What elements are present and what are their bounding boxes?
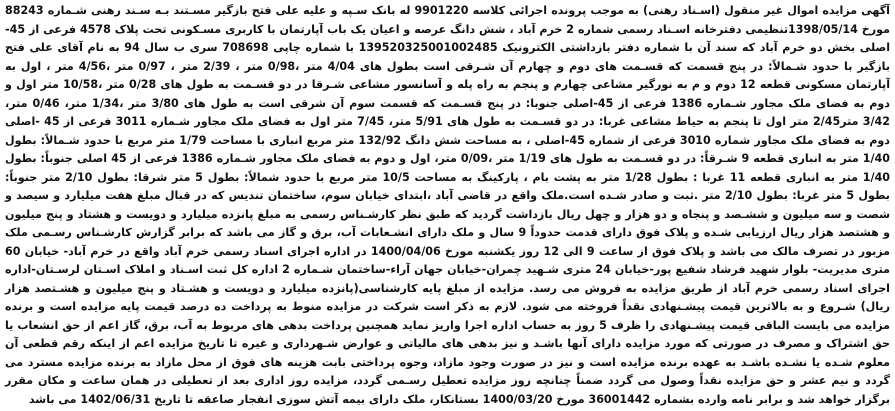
auction-notice-text: آگهی مزایده اموال غیر منقول (اسـناد رهنی) به موجب پرونده اجرائی کلاسه 9901220 له بانک سـپه و علیه علی فتح بازگیر مسـتند بـه سـند رهنی شـماره 88243 مورخ 1398/05/14تنظیمی دفترخانه اسـناد رسمی شماره 2 خرم آباد ، شش دانگ عرصه و اعیان یک باب آپارتمان با کاربری مسـکونی تحت پلاک 4578 فرعی از 45-اصلی بخش دو خرم آباد که سند آن با شماره دفتر بازداشتی الکترونیک 139520325001002485 با شماره چاپی 708698 سری ب سال 94 به نام آقای علی فتح بازگیر با حدود شـمالاً: در پنج قسمت که قسـمت های دوم و چهارم آن شـرقی است بطول های 4/04 متر ،0/98 متر ، 2/39 متر ، 0/97 متر ،4/56 متر ، اول به آپارتمان مسکونی قطعه 12 دوم و م به نورگیر مشاعی چهارم و پنجم به راه پله و آسانسور مشاعی شـرقا در دو قسـمت به طول های 0/28 متر ،10/58 متر اول و دوم به فضای ملک مجاور شـماره 1386 فرعی از 45-اصلی جنوبا: در پنج قسـمت که قسمت سوم آن شرقی است به طول های 3/80 متر ،1/34 متر، 0/46 متر، 3/42 متر2/45 متر اول تا پنجم به حیاط مشاعی غربا: در دو قسـمت به طول های 5/91 متر، 7/45 متر اول به فضای ملک مجاور شـماره 3011 فرعی از 45 -اصلی دوم به فضای ملک مجاور شماره 3010 فرعی از شماره 45-اصلی ، به مساحت شش دانگ 132/92 متر مربع انباری با مساحت 1/79 متر مربع با حدود شـمالاً: بطول 1/40 متر به انباری قطعه 9 شـرقاً: در دو قسـمت به طول های 1/19 متر ،0/09 متر، اول و دوم به فضای ملک مجاور شـماره 1386 فرعی از 45 اصلی جنوباً: بطول 1/40 متر به انباری قطعه 11 غربا : بطول 1/28 متر به پشت بام ، پارکینگ به مساحت 10/5 متر مربع با حدود شمالاً: بطول 5 متر شرقا: بطول 2/10 متر جنوباً: بطول 5 متر غربا: بطول 2/10 متر .ثبت و صادر شـده است.ملک واقع در قاضی آباد ،ابتدای خیابان سوم، ساختمان تندیس که در قبال مبلغ هفت میلیارد و سیصد و شصت و سه میلیون و ششـصد و پنجاه و دو هزار و چهل ریال بازداشت گردید که طبق نظر کارشـناس رسمی به مبلغ پانزده میلیارد و دویست و هشتاد و پنج میلیون و هشتصد هزار ریال ارزیابی شـده و پلاک فوق دارای قدمت حدوداً 9 سال و ملک دارای انشـعابات آب، برق و گاز می باشد که برابر گزارش کارشـناس رسـمی ملک مزبور در تصرف مالک می باشد و پلاک فوق از ساعت 9 الی 12 روز یکشنبه مورخ 1400/04/06 در اداره اجرای اسناد رسمی خرم آباد واقع در خرم آباد- خیابان 60 متری مدیریت- بلوار شهید فرشاد شفیع پور-خیابان 24 متری شـهید چمران-خیابان جهان آراء-ساختمان شـماره 2 اداره کل ثبت اسـناد و املاک اسـتان لرسـتان-اداره اجرای اسناد رسمی خرم آباد از طریق مزایده به فروش می رسد. مزایده از مبلغ پایه کارشناسی(پانزده میلیارد و دویست و هشـتاد و پنج میلیون و هشـتصد هزار ریال) شـروع و به بالاترین قیمت پیشـنهادی نقداً فروخته می شود. لازم به ذکر است شرکت در مزایده منوط به پرداخت ده درصد قیمت پایه مزایده است و برنده مزایده می بایست الباقی قیمت پیشـنهادی را ظرف 5 روز به حساب اداره اجرا واریز نماید همچنین پرداخت بدهی های مربوط به آب، برق، گاز اعم از حق انشعاب یا حق اشتراک و مصرف در صورتی که مورد مزایده دارای آنها باشـد و نیز بدهی های مالیاتی و عوارض شـهرداری و غیره تا تاریخ مزایده اعم از اینکه رقم قطعی آن معلوم شـده یا نشـده باشـد به عهده برنده مزایده است و نیز در صورت وجود مازاد، وجوه پرداختی بابت هزینه های فوق از محل مازاد به برنده مزایده مسترد می گردد و نیم عشر و حق مزایده نقداً وصول می گردد ضمناً چنانچه روز مزایده تعطیل رسـمی گردد، مزایده روز اداری بعد از تعطیلی در همان ساعت و مکان مقرر برگزار خواهد شد و برابر نامه وارده بشماره 36001442 مورخ 1400/03/20 بستانکار، ملک دارای بیمه آتش سوزی انفجار صاعقه تا تاریخ 1402/06/31 می باشد (5, 4, 891, 406)
